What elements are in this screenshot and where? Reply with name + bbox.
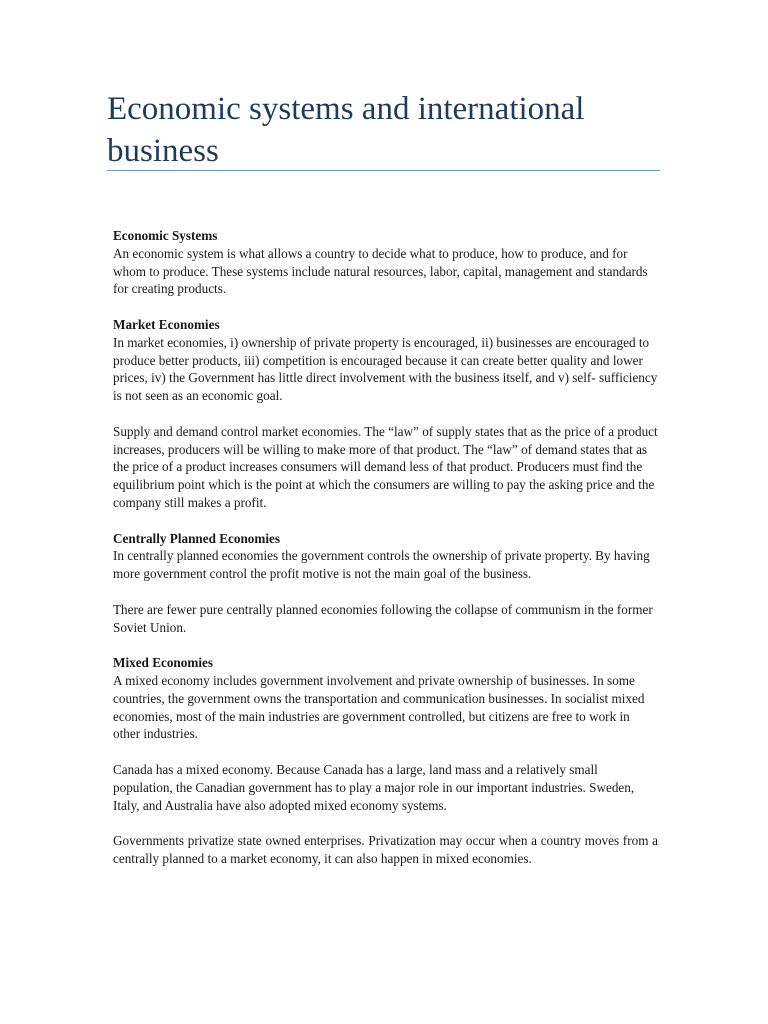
section-market-economies	[113, 316, 658, 512]
document-body	[113, 227, 658, 885]
paragraph: There are fewer pure centrally planned economies following the collapse of communism in the former Soviet Union.	[113, 601, 653, 635]
paragraph: Canada has a mixed economy. Because Canada has a large, land mass and a relatively small population, the Canadian government has to play a major role in our important industries. Sweden, Italy, and Australia have also adopted mixed economy systems.	[113, 761, 635, 813]
page-title: Economic systems and international business	[107, 91, 585, 169]
section-mixed-economies	[113, 654, 658, 868]
paragraph: An economic system is what allows a country to decide what to produce, how to produce, and for whom to produce. These systems include natural resources, labor, capital, management and standards for creating products.	[113, 245, 648, 297]
paragraph: Governments privatize state owned enterprises. Privatization may occur when a country moves from a centrally planned to a market economy, it can also happen in mixed economies.	[113, 833, 658, 866]
paragraph: In market economies, i) ownership of private property is encouraged, ii) businesses are encouraged to produce better products, iii) competition is encouraged because it can create better quality and lower prices, iv) the Government has little direct involvement with the business itself, and v) self- sufficiency is not seen as an economic goal.	[113, 334, 658, 404]
paragraph: In centrally planned economies the government controls the ownership of private property. By having more government control the profit motive is not the main goal of the business.	[113, 548, 650, 582]
title-divider	[107, 170, 660, 171]
section-heading: Mixed Economies	[113, 655, 213, 671]
section-centrally-planned	[113, 530, 658, 637]
section-heading: Centrally Planned Economies	[113, 530, 281, 546]
section-heading: Economic Systems	[113, 228, 218, 243]
section-heading: Market Economies	[113, 316, 220, 332]
section-economic-systems	[113, 227, 658, 298]
paragraph: A mixed economy includes government involvement and private ownership of businesses. In some countries, the government owns the transportation and communication businesses. In socialist mixed economies, most of the main industries are government controlled, but citizens are free to work in other industries.	[113, 672, 645, 742]
paragraph: Supply and demand control market economies. The “law” of supply states that as the price of a product increases, producers will be willing to make more of that product. The “law” of demand states that as the price of a product increases consumers will demand less of that product. Producers must find the equilibrium point which is the point at which the consumers are willing to pay the asking price and the company still makes a profit.	[113, 423, 658, 510]
